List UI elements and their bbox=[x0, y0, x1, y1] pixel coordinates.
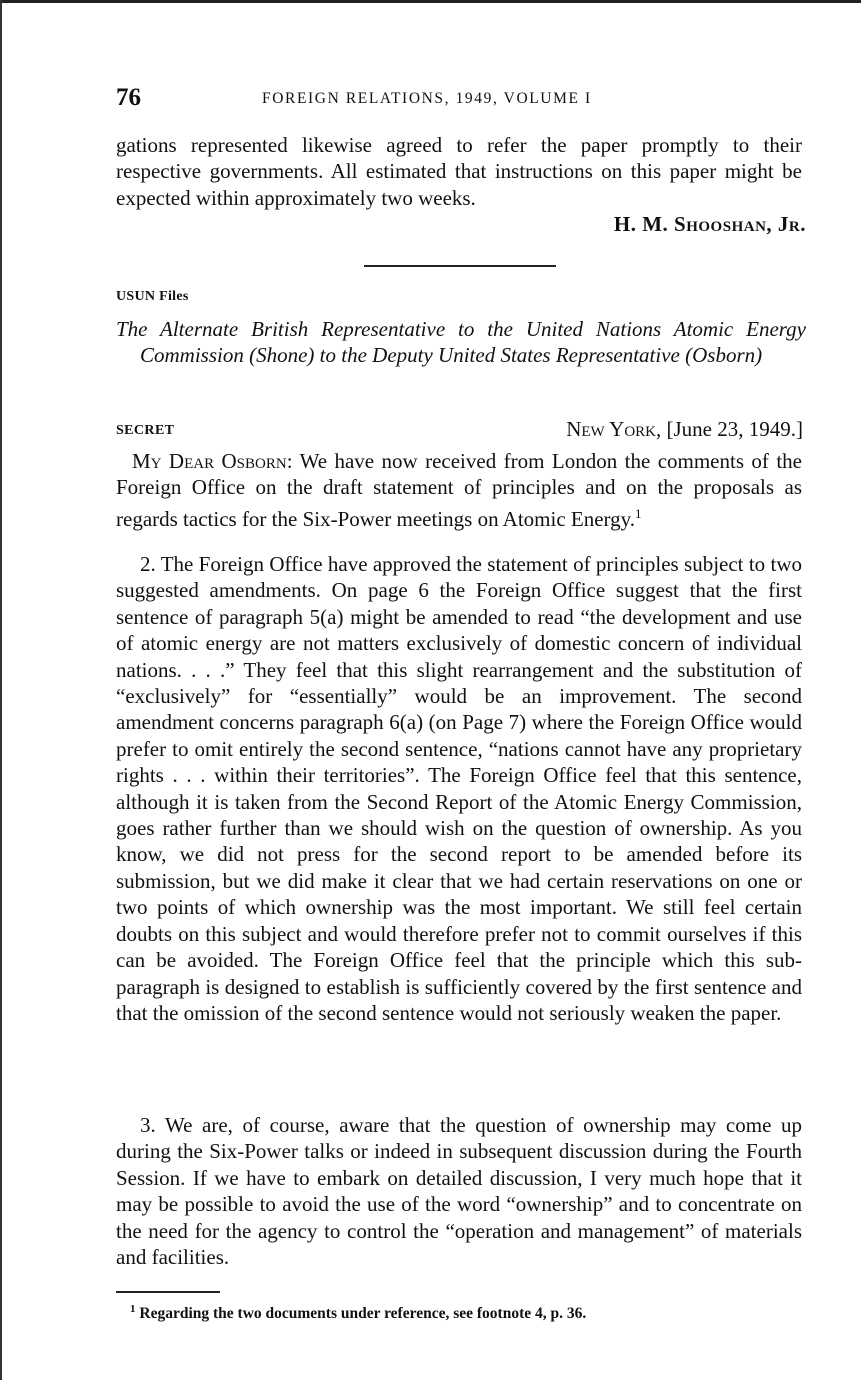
paragraph-1-text: We have now received from London the comments of the Foreign Office on the draft statement of principles and on the proposals as regards tactics for the Six-Power meetings on Atomic Energy. bbox=[116, 449, 802, 531]
scan-top-edge bbox=[0, 0, 861, 3]
dateline bbox=[566, 417, 803, 442]
letter-paragraph-1 bbox=[116, 448, 802, 532]
letter-paragraph-3: 3. We are, of course, aware that the question of ownership may come up during the Six-Power talks or indeed in subsequent discussion during the Fourth Session. If we have to embark on detailed discussion, I very much hope that it may be possible to avoid the use of the word “ownership” and to concentrate on the need for the agency to control the “operation and management” of materials and facilities. bbox=[116, 1113, 802, 1270]
running-head: FOREIGN RELATIONS, 1949, VOLUME I bbox=[262, 90, 592, 107]
salutation: My Dear Osborn: bbox=[132, 449, 293, 473]
footnote-rule bbox=[116, 1291, 220, 1293]
scan-left-edge bbox=[0, 0, 2, 1380]
file-label: USUN Files bbox=[116, 289, 189, 304]
footnote-marker: 1 bbox=[130, 1303, 136, 1315]
previous-document-closing-paragraph: gations represented likewise agreed to refer the paper promptly to their respective governments. All estimated that instructions on this paper might be expected within approximately two weeks. bbox=[116, 133, 802, 210]
letter-paragraph-2: 2. The Foreign Office have approved the statement of principles subject to two suggested amendments. On page 6 the Foreign Office suggest that the first sentence of paragraph 5(a) might be amended to read “the development and use of atomic energy are not matters exclusively of domestic concern of individual nations. . . .” They feel that this slight rearrangement and the substitution of “exclusively” for “essentially” would be an improvement. The second amendment concerns paragraph 6(a) (on Page 7) where the Foreign Office would prefer to omit entirely the second sentence, “nations cannot have any proprietary rights . . . within their territories”. The Foreign Office feel that this sentence, although it is taken from the Second Report of the Atomic Energy Commission, goes rather further than we should wish on the question of ownership. As you know, we did not press for the second report to be amended before its submission, but we did make it clear that we had certain reservations on one or two points of which ownership was the most important. We still feel certain doubts on this subject and would therefore prefer not to commit ourselves if this can be avoided. The Foreign Office feel that the principle which this sub-paragraph is designed to establish is sufficiently covered by the first sentence and that the omission of the second sentence would not seriously weaken the paper. bbox=[116, 552, 802, 1025]
classification: SECRET bbox=[116, 423, 175, 438]
footnote-reference[interactable]: 1 bbox=[635, 505, 642, 521]
footnote bbox=[130, 1303, 586, 1323]
document-title: The Alternate British Representative to the United Nations Atomic Energy Commission (Shone) to the Deputy United States Representative (Osborn) bbox=[116, 317, 806, 367]
footnote-text: Regarding the two documents under reference, see footnote 4, p. 36. bbox=[139, 1305, 587, 1323]
section-divider bbox=[364, 265, 556, 267]
page-header bbox=[116, 84, 806, 116]
dateline-place: New York, bbox=[566, 417, 662, 441]
previous-document-signature: H. M. Shooshan, Jr. bbox=[613, 212, 806, 236]
page-number: 76 bbox=[116, 84, 141, 111]
dateline-date: [June 23, 1949.] bbox=[666, 417, 803, 441]
